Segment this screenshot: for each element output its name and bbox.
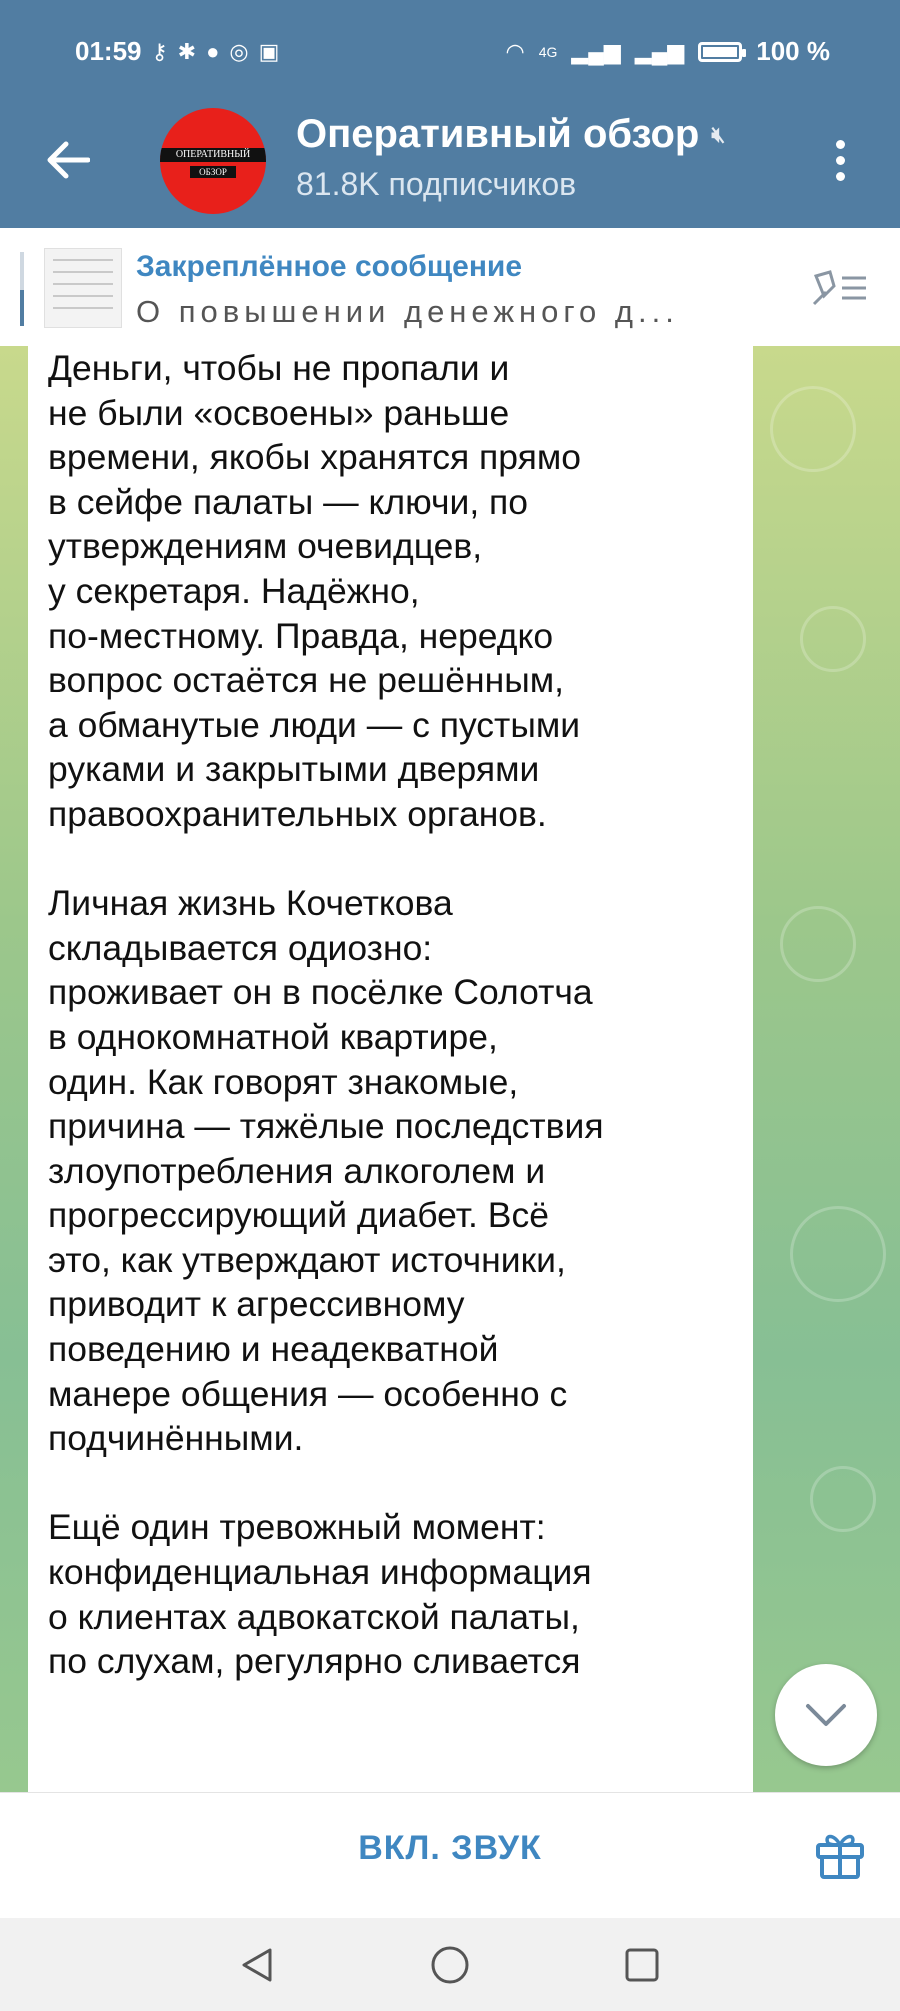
nav-recents-button[interactable]: [617, 1940, 667, 1990]
unmute-button[interactable]: ВКЛ. ЗВУК: [358, 1829, 542, 1867]
status-left: [75, 36, 279, 67]
gift-icon[interactable]: [812, 1825, 868, 1881]
status-bar: [0, 0, 900, 100]
battery-text: 100 %: [756, 36, 830, 66]
chevron-down-icon: [804, 1702, 848, 1728]
wallpaper-doodle: [810, 1466, 876, 1532]
pinned-thumbnail: [44, 248, 122, 328]
vk-icon: ▣: [258, 38, 280, 64]
channel-title[interactable]: [296, 112, 725, 157]
channel-name: Оперативный обзор: [296, 112, 700, 156]
network-type: 4G: [538, 43, 558, 60]
bluetooth-icon: ✱: [177, 38, 197, 64]
pinned-list-icon[interactable]: [810, 266, 870, 310]
status-time: 01:59: [75, 36, 142, 66]
muted-icon: 🔇︎: [711, 121, 726, 147]
chat-area[interactable]: [0, 346, 900, 1792]
key-icon: ⚷: [151, 38, 168, 64]
instagram-icon: ◎: [229, 38, 249, 64]
channel-avatar[interactable]: [160, 108, 266, 214]
bottom-action-bar: [0, 1792, 900, 1919]
dot-icon: [836, 140, 845, 149]
pinned-indicator: [20, 252, 24, 326]
chat-bubble-icon: ●: [206, 38, 220, 64]
more-menu-button[interactable]: [820, 130, 860, 190]
back-button[interactable]: [38, 130, 98, 190]
arrow-left-icon: [46, 141, 90, 179]
signal-icon-2: ▂▄▆: [634, 38, 685, 64]
pinned-text: О повышении денежного д...: [136, 294, 679, 329]
battery-icon: [698, 42, 742, 62]
wallpaper-doodle: [790, 1206, 886, 1302]
nav-home-button[interactable]: [425, 1940, 475, 1990]
dot-icon: [836, 172, 845, 181]
wallpaper-doodle: [800, 606, 866, 672]
wallpaper-doodle: [770, 386, 856, 472]
circle-home-icon: [430, 1945, 470, 1985]
signal-icon: ▂▄▆: [571, 38, 621, 64]
triangle-back-icon: [240, 1947, 274, 1983]
avatar-text-line1: ОПЕРАТИВНЫЙ: [160, 148, 266, 162]
wifi-icon: ◠: [505, 38, 525, 64]
scroll-down-button[interactable]: [775, 1664, 877, 1766]
wallpaper-doodle: [780, 906, 856, 982]
square-recents-icon: [624, 1947, 660, 1983]
nav-back-button[interactable]: [232, 1940, 282, 1990]
message-text: Деньги, чтобы не пропали и не были «освоены» раньше времени, якобы хранятся прямо в сейфе палаты — ключи, по утверждениям очевидцев, у секретаря. Надёжно, по-местному. Правда, нередко вопрос остаётся не решённым, а обманутые люди — с пустыми руками и закрытыми дверями правоохранительных органов. Личная жизнь Кочеткова складывается одиозно: проживает он в посёлке Солотча в однокомнатной квартире, один. Как говорят знакомые, причина — тяжёлые последствия злоупотребления алкоголем и прогрессирующий диабет. Всё это, как утверждают источники, приводит к агрессивному поведению и неадекватной манере общения — особенно с подчинёнными. Ещё один тревожный момент: конфиденциальная информация о клиентах адвокатской палаты, по слухам, регулярно сливается: [48, 348, 604, 1682]
pinned-message-bar[interactable]: [0, 228, 900, 347]
dot-icon: [836, 156, 845, 165]
channel-header: [0, 100, 900, 228]
system-nav-bar: [0, 1918, 900, 2011]
status-right: [506, 36, 831, 67]
subscriber-count: 81.8K подписчиков: [296, 166, 577, 202]
pinned-title: Закреплённое сообщение: [136, 250, 523, 283]
avatar-text-line2: ОБЗОР: [190, 166, 236, 178]
